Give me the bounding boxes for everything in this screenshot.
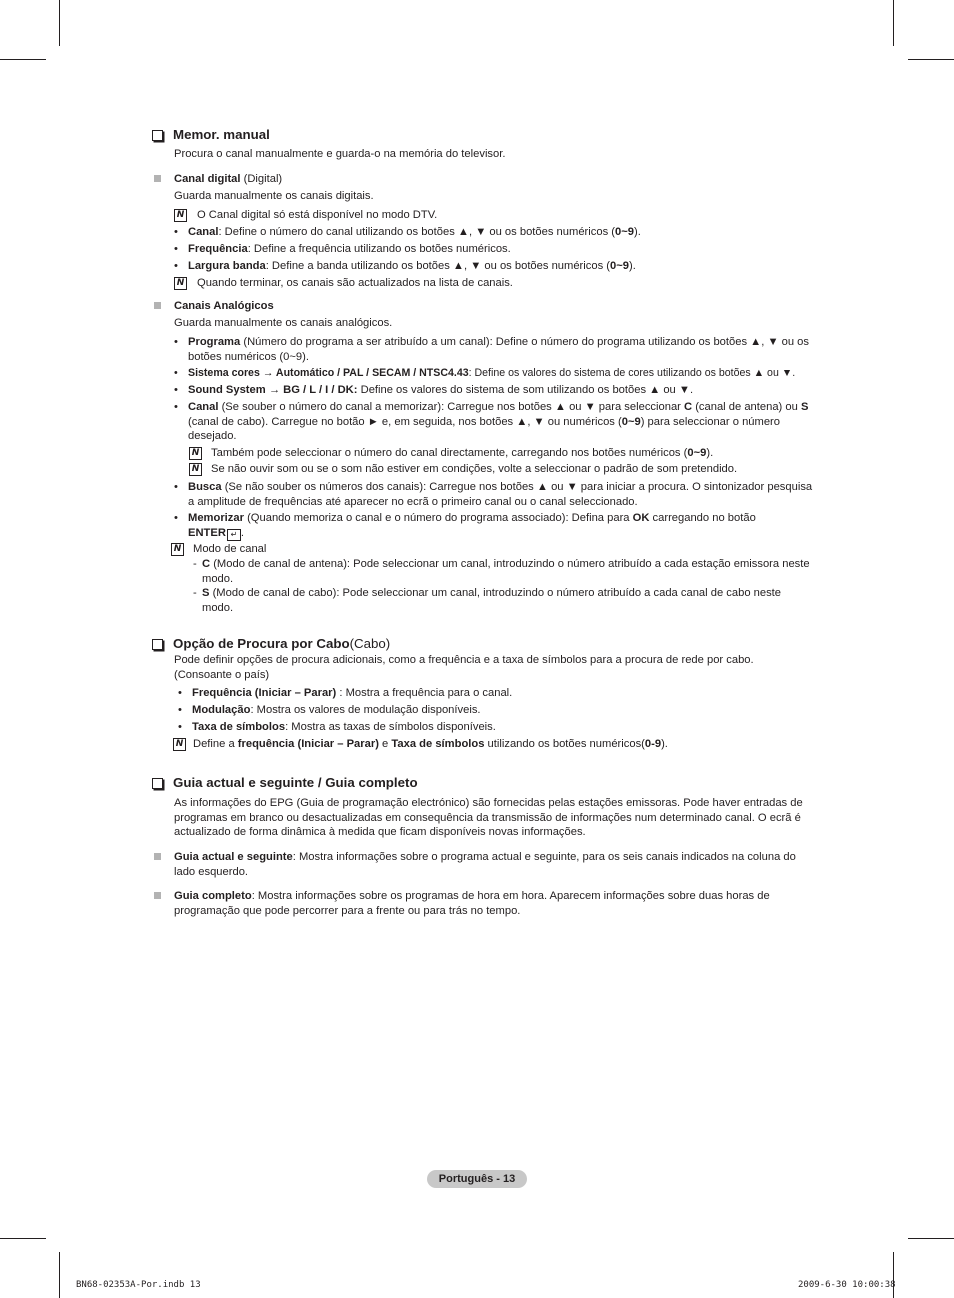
paragraph: Pode definir opções de procura adicionais, como a frequência e a taxa de símbolos para a procura de rede por cabo.(Consoante o país) xyxy=(174,654,754,681)
list-item: • Canal: Define o número do canal utilizando os botões ▲, ▼ ou os botões numéricos (0~9). xyxy=(188,225,641,240)
note-icon: N xyxy=(174,277,187,290)
checkbox-icon xyxy=(152,130,163,141)
list-item: • Frequência (Iniciar – Parar) : Mostra a frequência para o canal. xyxy=(192,686,512,701)
list-item: • Programa (Número do programa a ser atribuído a um canal): Define o número do programa utilizando os botões ▲, ▼ ou os botões numéricos (0~9). xyxy=(188,335,828,364)
list-item: • Frequência: Define a frequência utilizando os botões numéricos. xyxy=(188,242,511,257)
section-title-guia: Guia actual e seguinte / Guia completo xyxy=(152,775,418,790)
list-item: • Canal (Se souber o número do canal a memorizar): Carregue nos botões ▲ ou ▼ para seleccionar C (canal de antena) ou S (canal de cabo). Carregue no botão ► e, em seguida, nos botões ▲, ▼ ou numéricos (0~9) para seleccionar o número desejado. xyxy=(188,400,828,444)
note-text: Modo de canal xyxy=(193,543,267,555)
section-title-text: Memor. manual xyxy=(173,127,270,142)
list-item: • Memorizar (Quando memoriza o canal e o número do programa associado): Defina para OK carregando no botão xyxy=(188,511,756,526)
crop-mark xyxy=(0,1238,46,1239)
square-bullet-icon xyxy=(154,853,161,860)
note-icon: N xyxy=(174,209,187,222)
list-item: Guia completo: Mostra informações sobre os programas de hora em hora. Aparecem informações sobre duas horas de programação que pode percorrer para a frente ou para trás no tempo. xyxy=(174,890,770,917)
paragraph: Guarda manualmente os canais analógicos. xyxy=(174,317,393,329)
list-item: Guia actual e seguinte: Mostra informações sobre o programa actual e seguinte, para os seis canais indicados na coluna do lado esquerdo. xyxy=(174,851,796,878)
crop-mark xyxy=(908,59,954,60)
square-bullet-icon xyxy=(154,175,161,182)
note-text: Se não ouvir som ou se o som não estiver em condições, volte a seleccionar o padrão de som pretendido. xyxy=(211,463,738,475)
crop-mark xyxy=(59,0,60,46)
sub-list-item: - S (Modo de canal de cabo): Pode seleccionar um canal, introduzindo o número atribuído a cada canal de cabo neste modo. xyxy=(202,586,812,615)
subheading-canal-digital: Canal digital (Digital) xyxy=(174,173,283,185)
list-item: • Sound System → BG / L / I / DK: Define os valores do sistema de som utilizando os botões ▲ ou ▼. xyxy=(188,383,693,398)
note-icon: N xyxy=(173,738,186,751)
list-item: • Taxa de símbolos: Mostra as taxas de símbolos disponíveis. xyxy=(192,720,496,735)
note-text: Também pode seleccionar o número do canal directamente, carregando nos botões numéricos (0~9). xyxy=(211,447,714,459)
paragraph: Procura o canal manualmente e guarda-o na memória do televisor. xyxy=(174,148,506,160)
section-title-cabo: Opção de Procura por Cabo (Cabo) xyxy=(152,636,390,651)
note-text: O Canal digital só está disponível no modo DTV. xyxy=(197,209,438,221)
note-icon: N xyxy=(171,543,184,556)
list-item: • Modulação: Mostra os valores de modulação disponíveis. xyxy=(192,703,481,718)
checkbox-icon xyxy=(152,639,163,650)
list-item-continuation: ENTER ↵ . xyxy=(188,527,245,539)
page-number-badge: Português - 13 xyxy=(427,1170,527,1188)
footer-timestamp: 2009-6-30 10:00:38 xyxy=(798,1280,896,1290)
crop-mark xyxy=(0,59,46,60)
crop-mark xyxy=(893,1252,894,1298)
list-item: • Busca (Se não souber os números dos canais): Carregue nos botões ▲ ou ▼ para iniciar a procura. O sintonizador pesquisa a amplitude de frequências até aparecer no ecrã o primeiro canal ou o canal seleccionado. xyxy=(188,480,818,509)
checkbox-icon xyxy=(152,778,163,789)
section-title-memor xyxy=(152,127,270,142)
list-item: • Sistema cores → Automático / PAL / SECAM / NTSC4.43: Define os valores do sistema de cores utilizando os botões ▲ ou ▼. xyxy=(188,366,795,381)
crop-mark xyxy=(59,1252,60,1298)
paragraph: Guarda manualmente os canais digitais. xyxy=(174,190,374,202)
subheading-canais-analogicos: Canais Analógicos xyxy=(174,300,274,312)
note-icon: N xyxy=(189,447,202,460)
crop-mark xyxy=(908,1238,954,1239)
note-icon: N xyxy=(189,463,202,476)
sub-list-item: - C (Modo de canal de antena): Pode seleccionar um canal, introduzindo o número atribuído a cada estação emissora neste modo. xyxy=(202,557,812,586)
footer-file-info: BN68-02353A-Por.indb 13 xyxy=(76,1280,201,1290)
list-item: • Largura banda: Define a banda utilizando os botões ▲, ▼ ou os botões numéricos (0~9). xyxy=(188,259,636,274)
note-text: Quando terminar, os canais são actualizados na lista de canais. xyxy=(197,277,513,289)
square-bullet-icon xyxy=(154,302,161,309)
paragraph: As informações do EPG (Guia de programação electrónico) são fornecidas pelas estações emissoras. Pode haver entradas de programas em branco ou desactualizadas em consequência da transmissão de informações num determinado canal. O ecrã é actualizado de forma dinâmica à medida que ficam disponíveis novas informações. xyxy=(174,797,803,838)
square-bullet-icon xyxy=(154,892,161,899)
enter-icon: ↵ xyxy=(227,529,241,541)
note-text: Define a frequência (Iniciar – Parar) e Taxa de símbolos utilizando os botões numéricos(0-9). xyxy=(193,738,668,750)
crop-mark xyxy=(893,0,894,46)
